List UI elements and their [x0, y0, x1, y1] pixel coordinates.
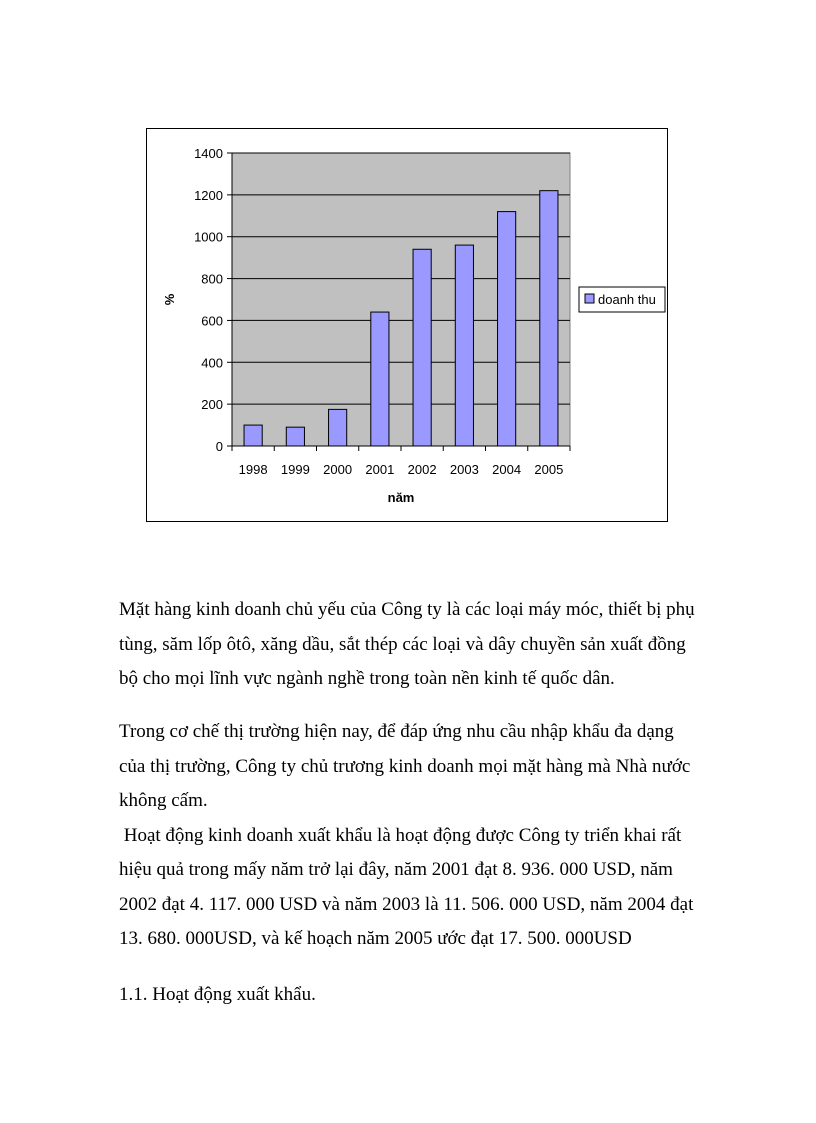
paragraph-line: không cấm.	[119, 790, 208, 811]
y-tick-label: 1000	[194, 229, 223, 245]
bar-2003	[455, 245, 473, 446]
x-tick-label: 2000	[323, 462, 353, 477]
paragraph-products	[119, 593, 699, 697]
section-heading-text: 1.1. Hoạt động xuất khẩu.	[119, 984, 316, 1005]
bar-1999	[286, 427, 304, 446]
legend-swatch	[585, 294, 594, 303]
paragraph-line: hiệu quả trong mấy năm trở lại đây, năm 2001 đạt 8. 936. 000 USD, năm	[119, 859, 673, 880]
paragraph-line: Trong cơ chế thị trường hiện nay, để đáp ứng nhu cầu nhập khẩu đa dạng	[119, 721, 674, 742]
y-axis-title: %	[162, 293, 177, 306]
x-axis-title: năm	[387, 490, 415, 505]
x-tick-label: 2001	[365, 462, 395, 477]
x-tick-label: 1998	[238, 462, 268, 477]
x-tick-label: 2002	[407, 462, 437, 477]
bar-2004	[498, 212, 516, 446]
x-tick-label: 1999	[280, 462, 310, 477]
revenue-chart	[146, 128, 668, 522]
paragraph-line: của thị trường, Công ty chủ trương kinh doanh mọi mặt hàng mà Nhà nước	[119, 755, 691, 777]
paragraph-line: bộ cho mọi lĩnh vực ngành nghề trong toàn nền kinh tế quốc dân.	[119, 668, 615, 689]
paragraph-market	[119, 715, 699, 957]
y-tick-label: 0	[215, 439, 223, 454]
bar-1998	[244, 425, 262, 446]
paragraph-line: 13. 680. 000USD, và kế hoạch năm 2005 ước đạt 17. 500. 000USD	[119, 928, 632, 949]
bar-2005	[540, 191, 558, 446]
x-tick-label: 2005	[534, 462, 564, 477]
chart-svg	[147, 129, 669, 523]
x-tick-label: 2003	[449, 462, 479, 477]
y-tick-label: 800	[201, 271, 223, 287]
legend-label: doanh thu	[598, 292, 656, 307]
paragraph-line: 2002 đạt 4. 117. 000 USD và năm 2003 là 11. 506. 000 USD, năm 2004 đạt	[119, 893, 694, 915]
paragraph-line: tùng, săm lốp ôtô, xăng dầu, sắt thép các loại và dây chuyền sản xuất đồng	[119, 633, 686, 655]
bar-2001	[371, 312, 389, 446]
paragraph-line: Hoạt động kinh doanh xuất khẩu là hoạt động được Công ty triển khai rất	[119, 824, 682, 846]
section-heading	[119, 978, 699, 1013]
paragraph-line: Mặt hàng kinh doanh chủ yếu của Công ty là các loại máy móc, thiết bị phụ	[119, 599, 695, 620]
y-tick-label: 600	[201, 313, 223, 329]
x-tick-label: 2004	[492, 462, 522, 477]
y-tick-label: 1400	[194, 146, 223, 161]
bar-2002	[413, 249, 431, 446]
plot-area	[232, 153, 570, 446]
y-tick-label: 400	[201, 355, 223, 371]
y-tick-label: 200	[201, 397, 223, 413]
y-tick-label: 1200	[194, 187, 223, 203]
bar-2000	[329, 409, 347, 446]
